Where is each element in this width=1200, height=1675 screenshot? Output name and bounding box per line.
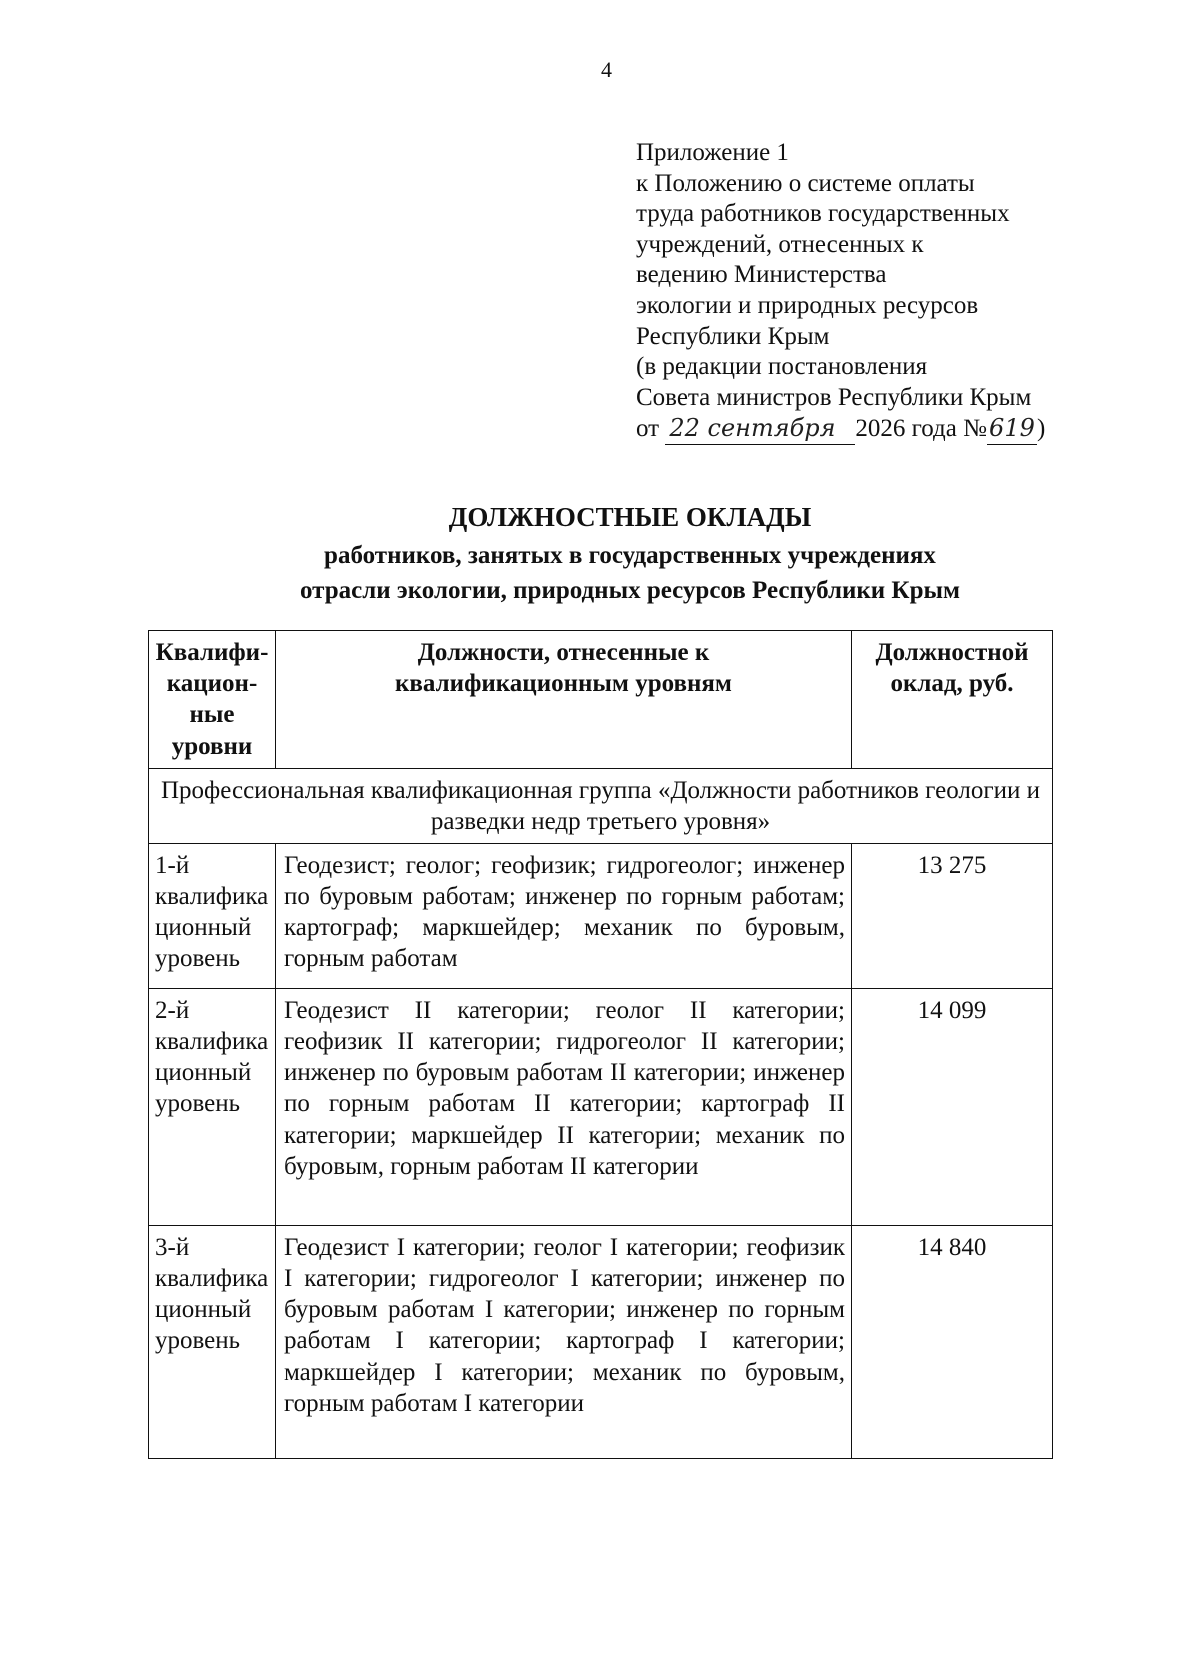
level-cell: 1-й квалифика ционный уровень [149, 843, 276, 988]
annex-line: труда работников государственных [636, 200, 1010, 228]
handwritten-date: 22 сентября [665, 413, 855, 445]
close-paren: ) [1036, 415, 1046, 443]
handwritten-number: 619 [987, 413, 1037, 445]
positions-cell: Геодезист I категории; геолог I категории; геофизик I категории; гидрогеолог I категории; инженер по буровым работам I категории; инженер по горным работам I категории; картограф I категории; маркшейдер I категории; механик по буровым, горным работам I категории [276, 1225, 852, 1458]
table-row [149, 843, 1053, 988]
table-header-row [149, 631, 1053, 769]
annex-line: Приложение 1 [636, 139, 789, 166]
annex-line: (в редакции постановления [636, 353, 928, 381]
table-row [149, 1225, 1053, 1458]
document-title: ДОЛЖНОСТНЫЕ ОКЛАДЫ [448, 502, 812, 532]
level-cell: 2-й квалифика ционный уровень [149, 988, 276, 1225]
annex-line: учреждений, отнесенных к [636, 230, 924, 258]
header-qualification-levels: Квалифи- кацион- ные уровни [149, 631, 276, 769]
date-prefix: от [636, 415, 660, 443]
header-salary: Должностной оклад, руб. [852, 631, 1053, 769]
salary-cell: 14 840 [852, 1225, 1053, 1458]
year-text: 2026 года № [855, 415, 987, 443]
annex-line: ведению Министерства [636, 261, 887, 289]
annex-date-line [636, 413, 1045, 445]
annex-line: Республики Крым [636, 322, 830, 350]
page-number: 4 [601, 57, 612, 82]
positions-cell: Геодезист II категории; геолог II категории; геофизик II категории; гидрогеолог II категории; инженер по буровым работам II категории; инженер по горным работам II категории; картограф II категории; маркшейдер II категории; механик по буровым, горным работам II категории [276, 988, 852, 1225]
document-subtitle [0, 538, 1200, 608]
annex-line: к Положению о системе оплаты [636, 169, 975, 197]
level-cell: 3-й квалифика ционный уровень [149, 1225, 276, 1458]
subtitle-line: отрасли экологии, природных ресурсов Республики Крым [299, 577, 961, 604]
subtitle-line: работников, занятых в государственных учреждениях [324, 542, 936, 569]
group-title: Профессиональная квалификационная группа «Должности работников геологии и разведки недр третьего уровня» [149, 768, 1053, 843]
salary-cell: 13 275 [852, 843, 1053, 988]
group-row [149, 768, 1053, 843]
annex-block [636, 138, 1045, 445]
header-positions: Должности, отнесенные к квалификационным уровням [276, 631, 852, 769]
positions-cell: Геодезист; геолог; геофизик; гидрогеолог; инженер по буровым работам; инженер по горным работам; картограф; маркшейдер; механик по буровым, горным работам [276, 843, 852, 988]
salary-table [148, 630, 1053, 1459]
annex-line: Совета министров Республики Крым [636, 383, 1032, 411]
annex-line: экологии и природных ресурсов [636, 291, 979, 319]
salary-cell: 14 099 [852, 988, 1053, 1225]
table-row [149, 988, 1053, 1225]
